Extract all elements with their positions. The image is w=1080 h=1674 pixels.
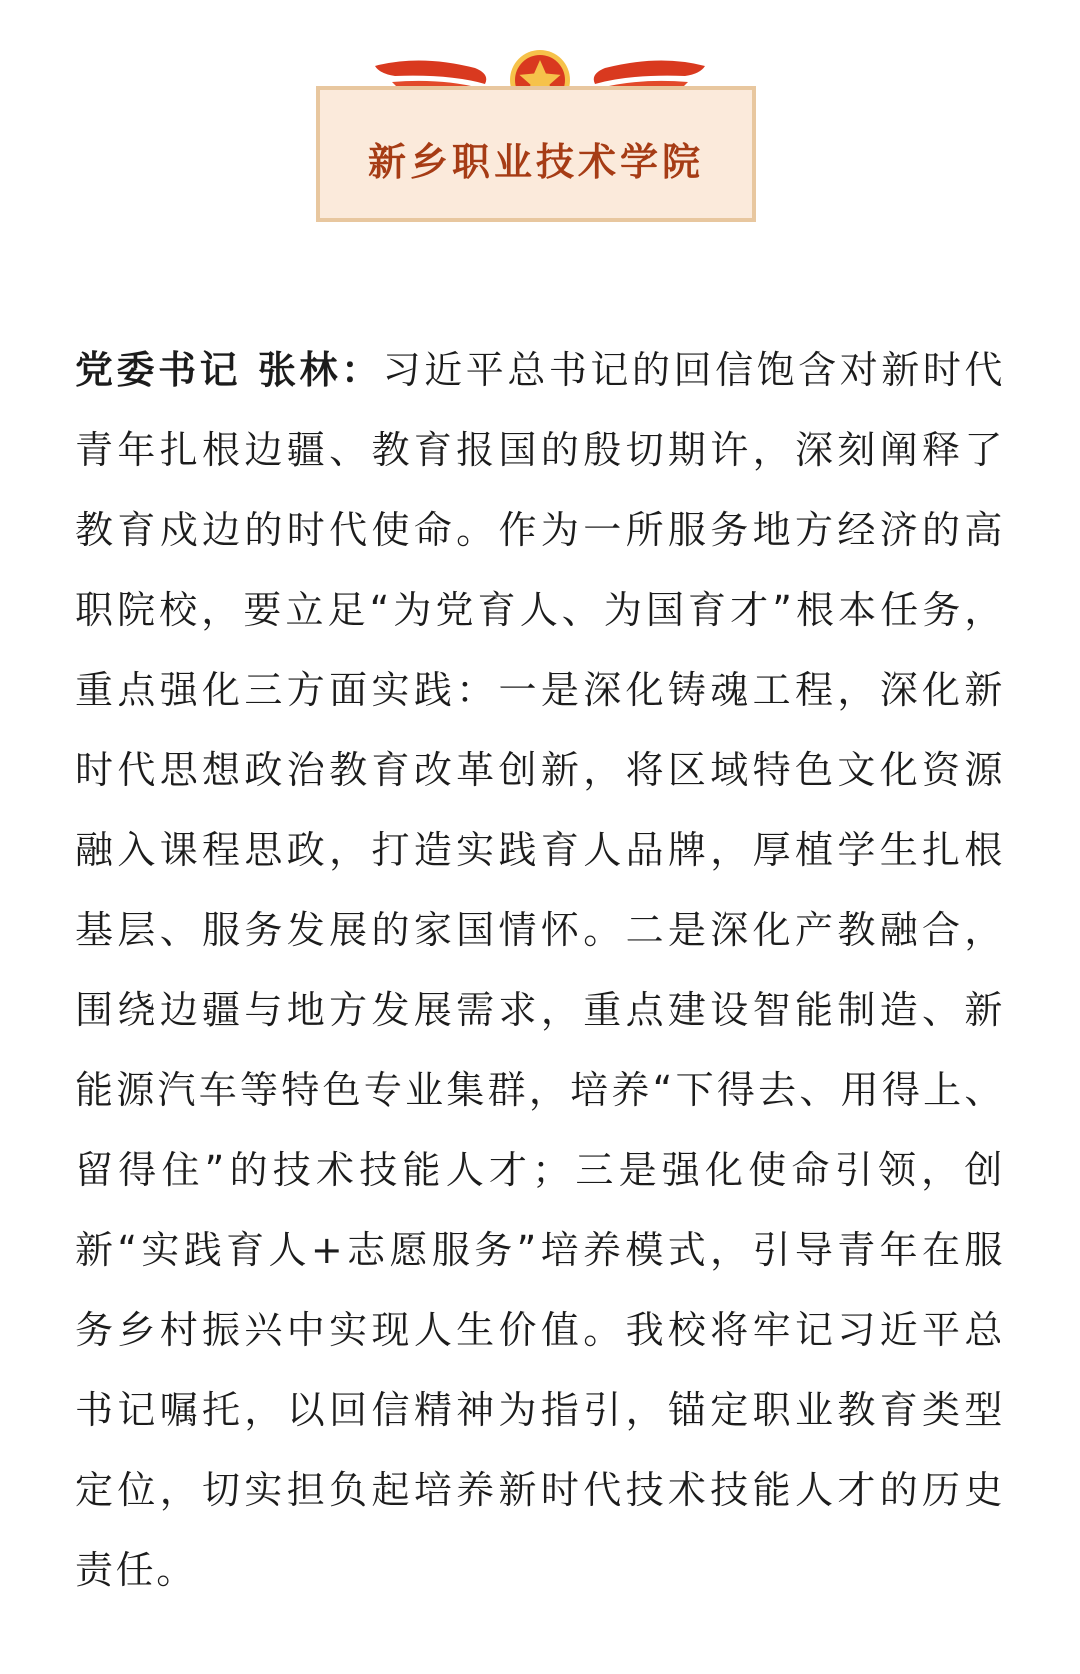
institution-title: 新乡职业技术学院 xyxy=(367,139,704,184)
statement-paragraph xyxy=(75,330,1005,1610)
institution-title-box xyxy=(316,86,756,222)
statement-body: 习近平总书记的回信饱含对新时代青年扎根边疆、教育报国的殷切期许，深刻阐释了教育戍边的时代使命。作为一所服务地方经济的高职院校，要立足“为党育人、为国育才”根本任务，重点强化三方面实践：一是深化铸魂工程，深化新时代思想政治教育改革创新，将区域特色文化资源融入课程思政，打造实践育人品牌，厚植学生扎根基层、服务发展的家国情怀。二是深化产教融合，围绕边疆与地方发展需求，重点建设智能制造、新能源汽车等特色专业集群，培养“下得去、用得上、留得住”的技术技能人才；三是强化使命引领，创新“实践育人+志愿服务”培养模式，引导青年在服务乡村振兴中实现人生价值。我校将牢记习近平总书记嘱托，以回信精神为指引，锚定职业教育类型定位，切实担负起培养新时代技术技能人才的历史责任。 xyxy=(75,348,1005,1592)
speaker-label: 党委书记 张林： xyxy=(75,348,383,392)
header-banner xyxy=(300,44,780,234)
